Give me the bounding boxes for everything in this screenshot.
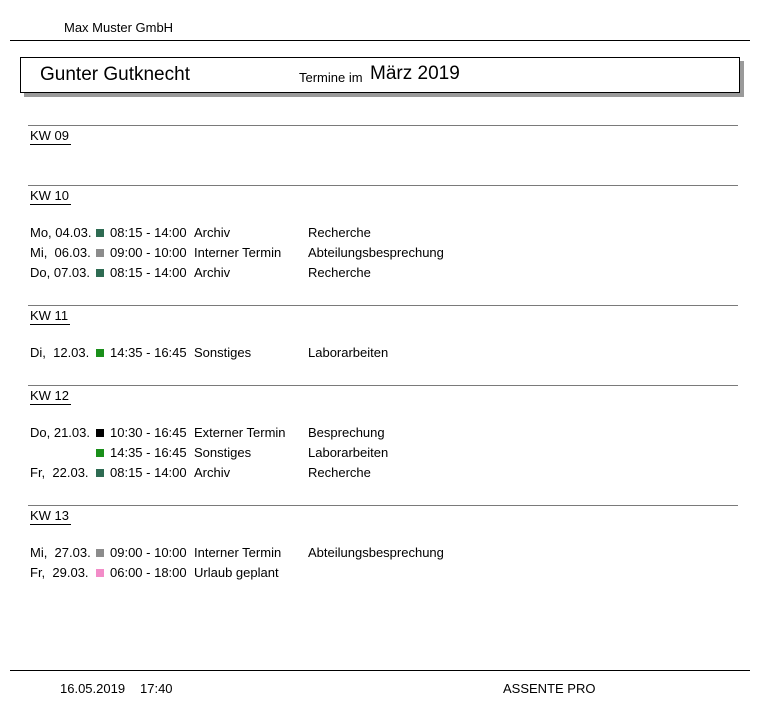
week-divider (28, 505, 738, 506)
appointment-type: Interner Termin (194, 545, 282, 560)
appointment-type: Archiv (194, 265, 231, 280)
category-color-square (96, 549, 104, 557)
appointment-description: Recherche (308, 225, 371, 240)
appointment-date: Mo, 04.03. (30, 225, 92, 240)
report-month: März 2019 (370, 63, 460, 84)
appointment-type: Archiv (194, 465, 231, 480)
week-label: KW 13 (30, 508, 70, 523)
appointment-row (28, 465, 738, 485)
appointment-type: Archiv (194, 225, 231, 240)
appointment-description: Abteilungsbesprechung (308, 245, 444, 260)
appointment-date: Do, 21.03. (30, 425, 90, 440)
appointment-row (28, 565, 738, 585)
appointment-description: Abteilungsbesprechung (308, 545, 444, 560)
appointment-time: 09:00 - 10:00 (110, 545, 187, 560)
week-label: KW 12 (30, 388, 70, 403)
category-color-square (96, 349, 104, 357)
appointment-date: Di, 12.03. (30, 345, 90, 360)
week-label: KW 11 (30, 308, 69, 323)
appointment-type: Externer Termin (194, 425, 286, 440)
appointment-time: 14:35 - 16:45 (110, 445, 187, 460)
footer-time: 17:40 (140, 681, 173, 696)
category-color-square (96, 469, 104, 477)
category-color-square (96, 449, 104, 457)
appointment-description: Recherche (308, 265, 371, 280)
appointment-date: Do, 07.03. (30, 265, 90, 280)
appointment-date: Fr, 22.03. (30, 465, 89, 480)
appointment-type: Interner Termin (194, 245, 282, 260)
appointment-description: Laborarbeiten (308, 345, 389, 360)
week-divider (28, 185, 738, 186)
person-name: Gunter Gutknecht (40, 64, 190, 85)
report-title-box (20, 57, 740, 93)
appointment-list (28, 225, 738, 285)
header-divider (10, 40, 750, 41)
appointment-description: Besprechung (308, 425, 385, 440)
appointment-date: Fr, 29.03. (30, 565, 89, 580)
termine-label: Termine im (299, 70, 363, 85)
appointment-row (28, 245, 738, 265)
appointment-type: Urlaub geplant (194, 565, 279, 580)
appointment-time: 14:35 - 16:45 (110, 345, 187, 360)
appointment-date: Mi, 06.03. (30, 245, 91, 260)
week-divider (28, 125, 738, 126)
company-name: Max Muster GmbH (64, 20, 174, 35)
week-divider (28, 305, 738, 306)
footer-date: 16.05.2019 (60, 681, 126, 696)
appointment-row (28, 265, 738, 285)
week-label: KW 10 (30, 188, 70, 203)
appointment-time: 08:15 - 14:00 (110, 225, 187, 240)
appointment-time: 09:00 - 10:00 (110, 245, 187, 260)
appointment-description: Recherche (308, 465, 371, 480)
category-color-square (96, 269, 104, 277)
appointment-date: Mi, 27.03. (30, 545, 91, 560)
appointment-time: 06:00 - 18:00 (110, 565, 187, 580)
appointment-description: Laborarbeiten (308, 445, 389, 460)
appointment-row (28, 545, 738, 565)
category-color-square (96, 229, 104, 237)
appointment-list (28, 345, 738, 365)
appointment-row (28, 345, 738, 365)
appointment-list (28, 545, 738, 585)
appointment-time: 08:15 - 14:00 (110, 465, 187, 480)
category-color-square (96, 249, 104, 257)
appointment-type: Sonstiges (194, 445, 252, 460)
appointment-list (28, 425, 738, 485)
week-label: KW 09 (30, 128, 70, 143)
footer-app-name: ASSENTE PRO (503, 681, 596, 696)
appointment-row (28, 225, 738, 245)
appointment-row (28, 445, 738, 465)
category-color-square (96, 429, 104, 437)
appointment-time: 10:30 - 16:45 (110, 425, 187, 440)
appointment-row (28, 425, 738, 445)
appointment-time: 08:15 - 14:00 (110, 265, 187, 280)
footer-divider (10, 670, 750, 671)
week-divider (28, 385, 738, 386)
category-color-square (96, 569, 104, 577)
appointment-type: Sonstiges (194, 345, 252, 360)
